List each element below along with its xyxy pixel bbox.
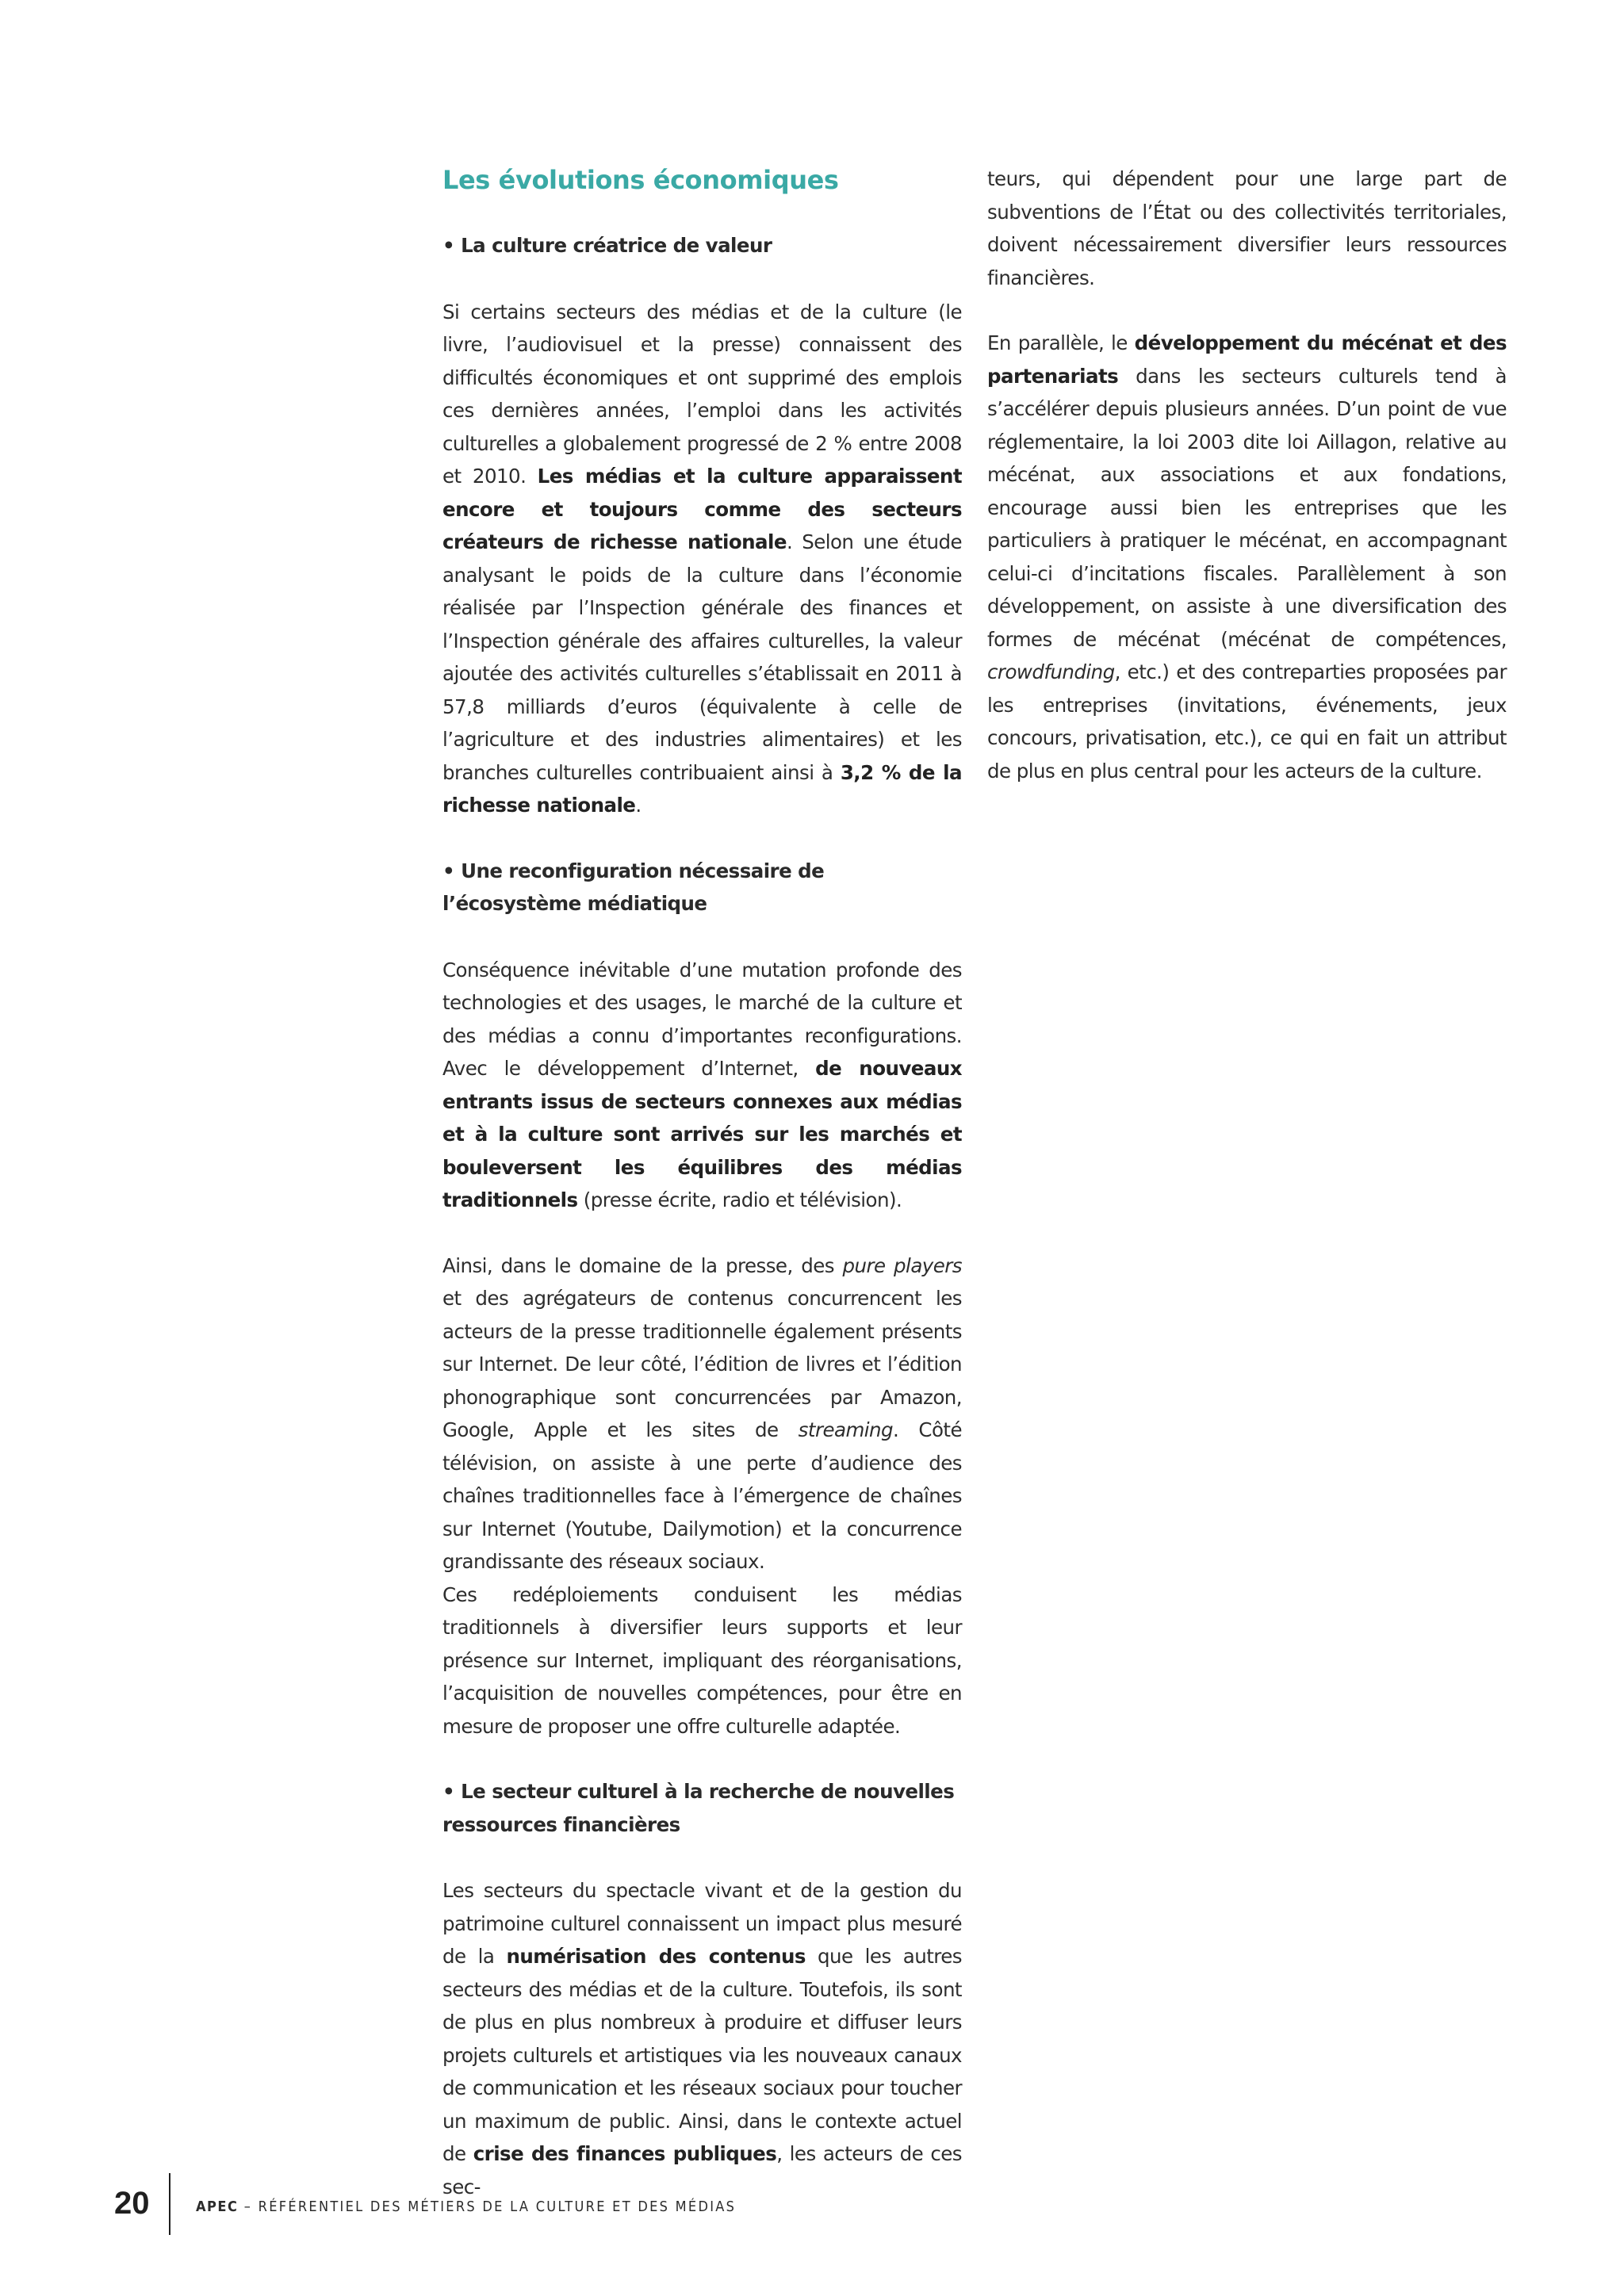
- subsection-heading: [442, 855, 962, 920]
- bullet: •: [442, 1780, 455, 1803]
- subsection-heading-text: Une reconfiguration nécessaire de l’écosystème médiatique: [442, 859, 825, 915]
- text-run: , etc.) et des contreparties proposées par les entreprises (invitations, événements, jeux concours, privatisation, etc.), ce qui en fait un attribut de plus en plus central pour les acteurs de la culture.: [987, 660, 1507, 783]
- body-paragraph: [442, 1874, 962, 2203]
- body-paragraph: [442, 296, 962, 822]
- bold-run: développement du mécénat et des partenariats: [987, 331, 1507, 388]
- text-run: Les secteurs du spectacle vivant et de la gestion du patrimoine culturel connaissent un impact plus mesuré de la: [442, 1879, 962, 1968]
- text-run: . Côté télévision, on assiste à une perte d’audience des chaînes traditionnelles face à l’émergence de chaînes sur Internet (Youtube, Dailymotion) et la concurrence grandissante des réseaux sociaux.: [442, 1418, 962, 1573]
- italic-run: crowdfunding: [987, 660, 1115, 683]
- bold-run: numérisation des contenus: [506, 1945, 806, 1968]
- left-column: [442, 163, 962, 2236]
- bold-run: Les médias et la culture apparaissent encore et toujours comme des secteurs créateurs de richesse nationale: [442, 465, 962, 553]
- text-run: Conséquence inévitable d’une mutation profonde des technologies et des usages, le marché de la culture et des médias a connu d’importantes reconfigurations. Avec le développement d’Internet,: [442, 958, 962, 1080]
- subsection-heading-text: La culture créatrice de valeur: [461, 234, 772, 257]
- bullet: •: [442, 859, 455, 882]
- text-run: Ainsi, dans le domaine de la presse, des: [442, 1253, 843, 1277]
- body-paragraph: [442, 1249, 962, 1578]
- text-run: En parallèle, le: [987, 331, 1135, 354]
- running-footer: [196, 2198, 736, 2215]
- bold-run: de nouveaux entrants issus de secteurs connexes aux médias et à la culture sont arrivés sur les marchés et bouleversent les équilibres des médias traditionnels: [442, 1057, 962, 1211]
- page-footer: [0, 2168, 1624, 2240]
- text-run: dans les secteurs culturels tend à s’accélérer depuis plusieurs années. D’un point de vue réglementaire, la loi 2003 dite loi Aillagon, relative au mécénat, aux associations et aux fondations, encourage aussi bien les entreprises que les particuliers à pratiquer le mécénat, en accompagnant celui-ci d’incitations fiscales. Parallèlement à son développement, on assiste à une diversification des formes de mécénat (mécénat de compétences,: [987, 364, 1507, 651]
- body-paragraph: [442, 1578, 962, 1743]
- subsection-heading: [442, 1775, 962, 1841]
- footer-separator: –: [238, 2198, 259, 2215]
- page-number: 20: [114, 2186, 150, 2221]
- text-run: , les acteurs de ces sec-: [442, 2142, 962, 2198]
- footer-divider: [169, 2173, 170, 2235]
- bullet: •: [442, 234, 455, 257]
- section-title: Les évolutions économiques: [442, 165, 839, 195]
- text-run: et des agrégateurs de contenus concurrencent les acteurs de la presse traditionnelle également présents sur Internet. De leur côté, l’édition de livres et l’édition phonographique sont concurrencées par Amazon, Google, Apple et les sites de: [442, 1287, 962, 1441]
- text-run: .: [635, 794, 642, 817]
- body-paragraph: [987, 327, 1507, 787]
- bold-run: 3,2 % de la richesse nationale: [442, 760, 962, 817]
- body-paragraph: [987, 163, 1507, 294]
- right-column: [987, 163, 1507, 820]
- text-run: . Selon une étude analysant le poids de la culture dans l’économie réalisée par l’Inspection générale des finances et l’Inspection générale des affaires culturelles, la valeur ajoutée des activités culturelles s’établissait en 2011 à 57,8 milliards d’euros (équivalente à celle de l’agriculture et des industries alimentaires) et les branches culturelles contribuaient ainsi à: [442, 530, 962, 784]
- text-run: Ces redéploiements conduisent les médias traditionnels à diversifier leurs supports et leur présence sur Internet, impliquant des réorganisations, l’acquisition de nouvelles compétences, pour être en mesure de proposer une offre culturelle adaptée.: [442, 1582, 962, 1738]
- footer-title: RÉFÉRENTIEL DES MÉTIERS DE LA CULTURE ET DES MÉDIAS: [258, 2198, 737, 2215]
- bold-run: crise des finances publiques: [473, 2142, 777, 2165]
- subsection-culture-valeur: [442, 229, 962, 822]
- text-run: que les autres secteurs des médias et de la culture. Toutefois, ils sont de plus en plus nombreux à produire et diffuser leurs projets culturels et artistiques via les nouveaux canaux de communication et les réseaux sociaux pour toucher un maximum de public. Ainsi, dans le contexte actuel de: [442, 1945, 962, 2165]
- subsection-heading: [442, 229, 962, 262]
- body-paragraph: [442, 954, 962, 1217]
- text-run: (presse écrite, radio et télévision).: [577, 1188, 902, 1211]
- italic-run: streaming: [798, 1418, 894, 1441]
- text-run: Si certains secteurs des médias et de la culture (le livre, l’audiovisuel et la presse) connaissent des difficultés économiques et ont supprimé des emplois ces dernières années, l’emploi dans les activités culturelles a globalement progressé de 2 % entre 2008 et 2010.: [442, 300, 962, 488]
- text-run: teurs, qui dépendent pour une large part de subventions de l’État ou des collectivités territoriales, doivent nécessairement diversifier leurs ressources financières.: [987, 167, 1507, 289]
- subsection-heading-text: Le secteur culturel à la recherche de nouvelles ressources financières: [442, 1780, 955, 1836]
- subsection-ressources: [442, 1775, 962, 2203]
- subsection-reconfiguration: [442, 855, 962, 1743]
- italic-run: pure players: [842, 1253, 962, 1277]
- footer-brand: APEC: [196, 2198, 239, 2215]
